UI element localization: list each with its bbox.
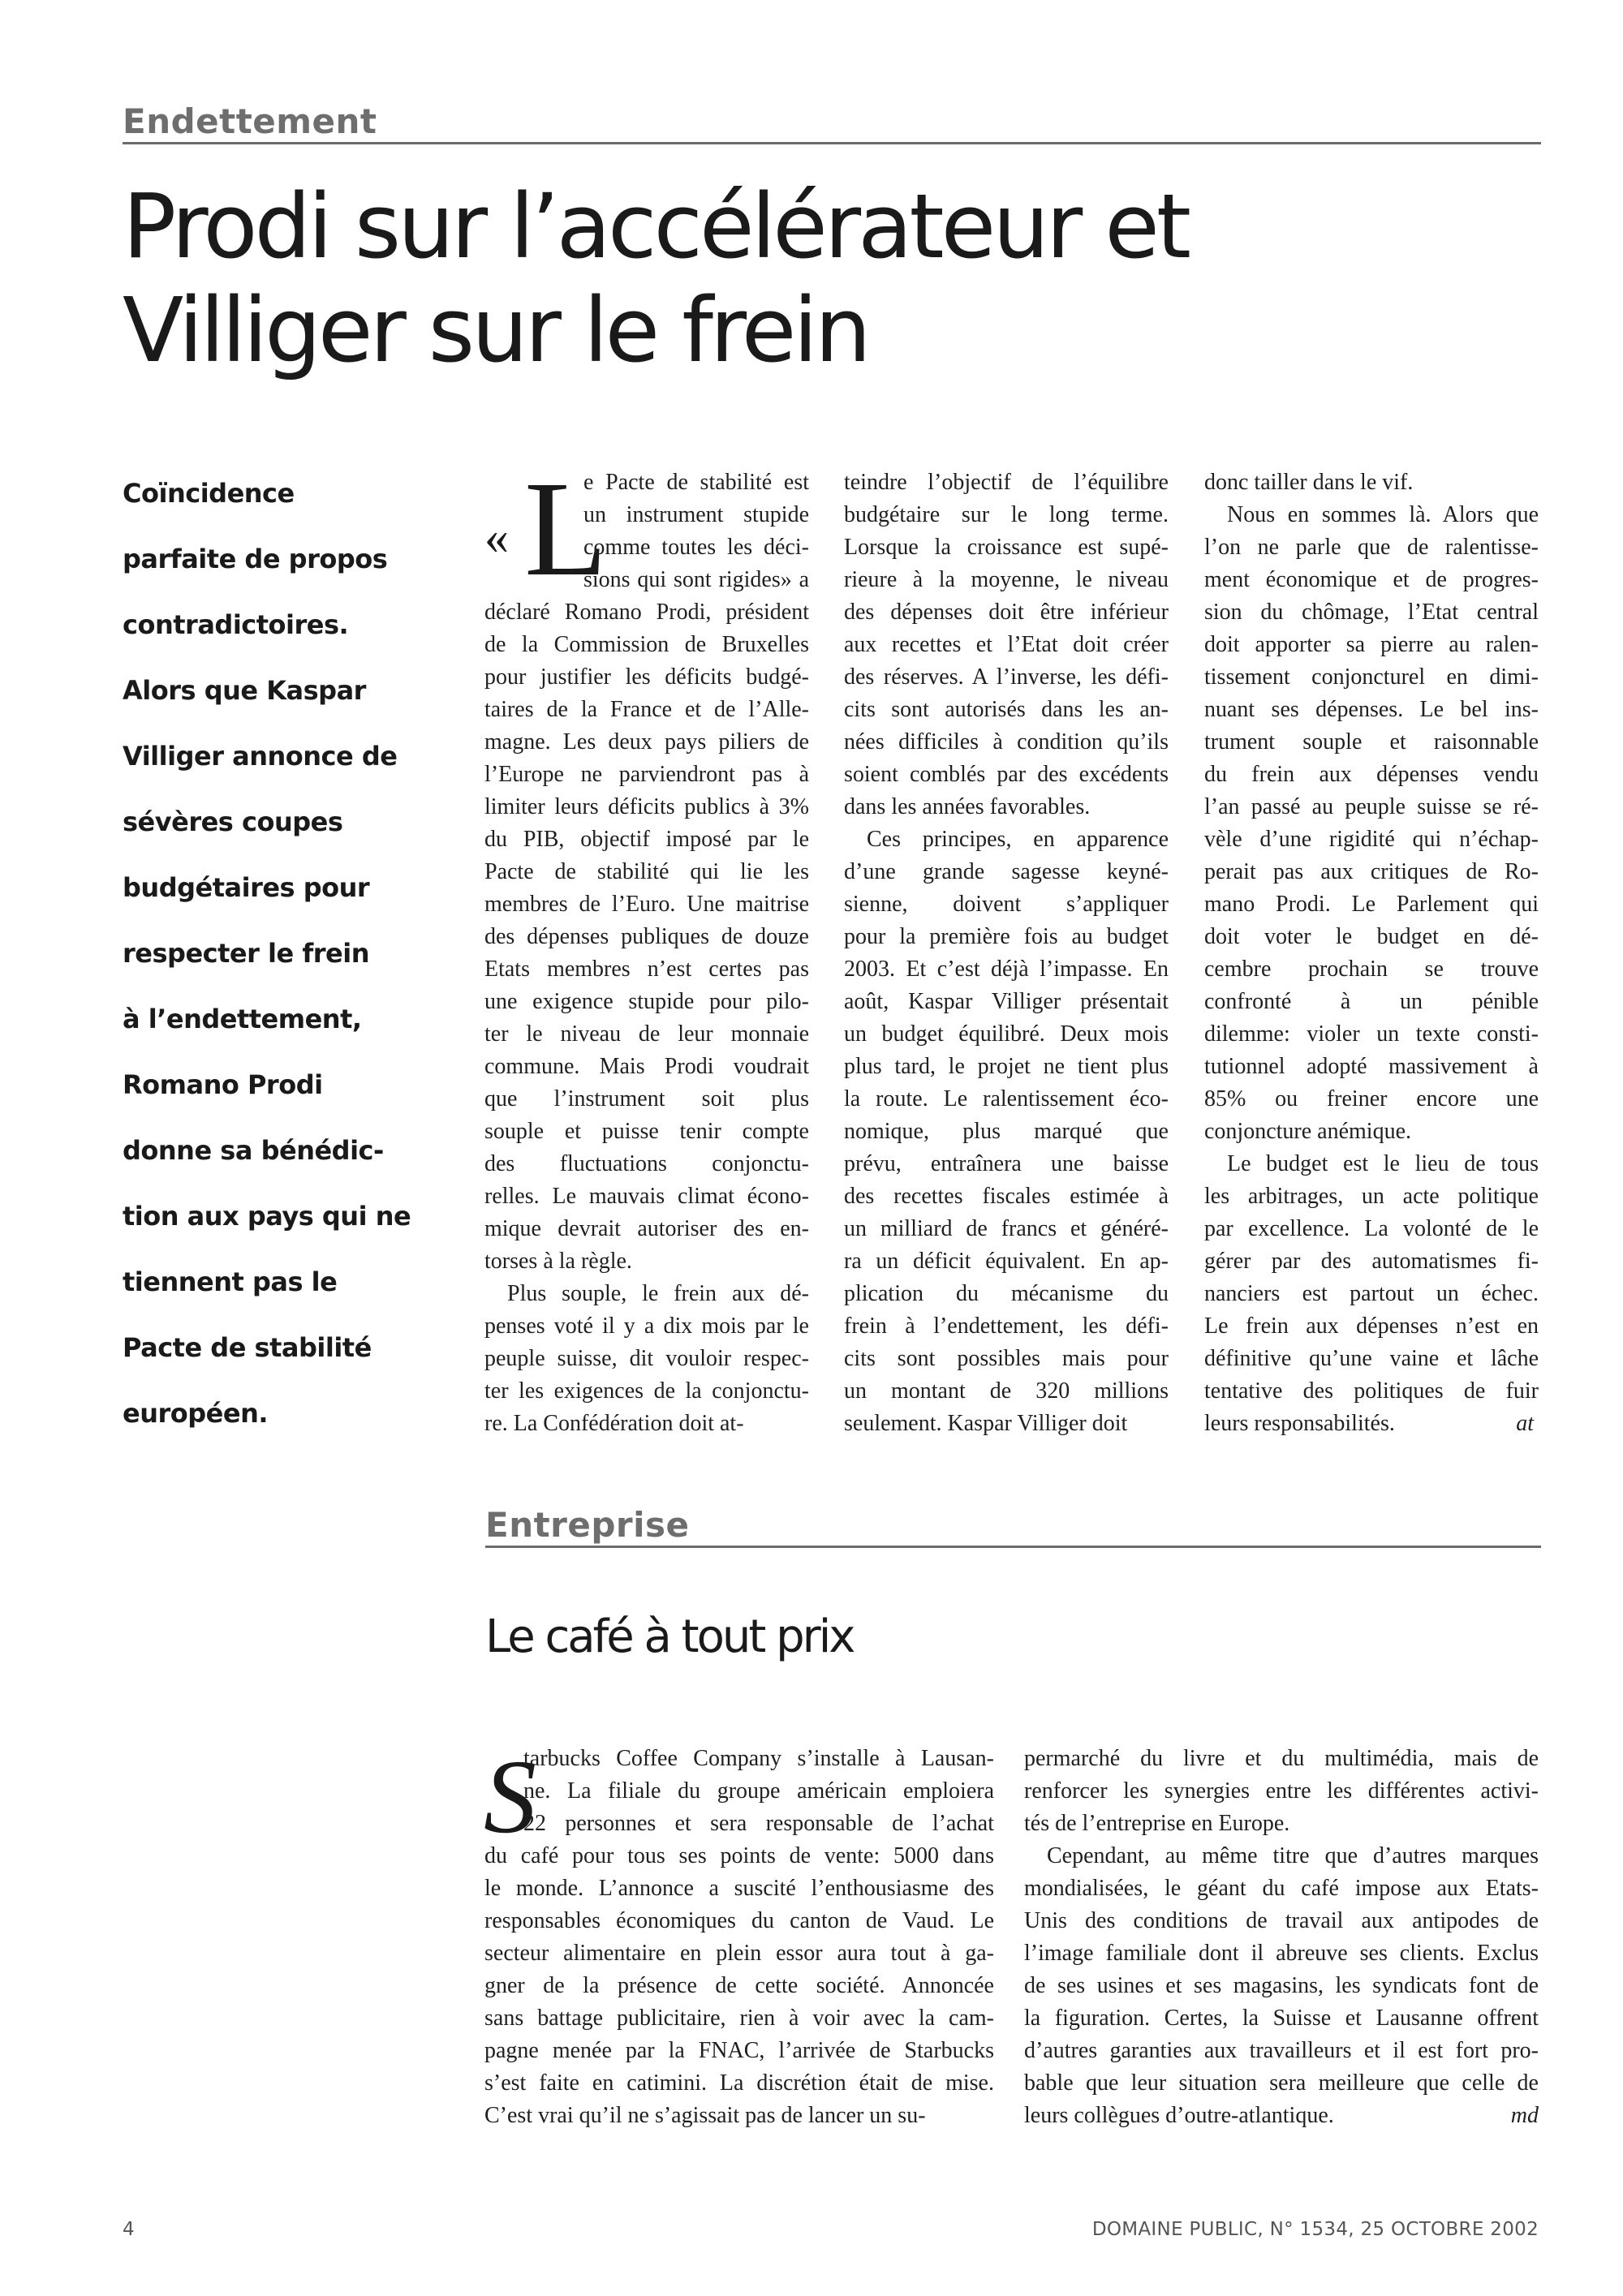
- text-line: pour la première fois au budget: [844, 924, 1169, 949]
- article2-column-2: [1024, 1743, 1539, 2132]
- publication-footer: DOMAINE PUBLIC, N° 1534, 25 OCTOBRE 2002: [1091, 2219, 1539, 2240]
- text-line: sion du chômage, l’Etat central: [1204, 600, 1539, 625]
- author-signature-2: md: [1510, 2103, 1539, 2128]
- article2-headline: Le café à tout prix: [485, 1610, 854, 1663]
- text-line: du café pour tous ses points de vente: 5000 dans: [484, 1843, 994, 1868]
- text-line: peuple suisse, dit vouloir respec-: [484, 1346, 809, 1371]
- text-line: taires de la France et de l’Alle-: [484, 697, 809, 722]
- text-line: du frein aux dépenses vendu: [1204, 762, 1539, 787]
- text-line: responsables économiques du canton de Vaud. Le: [484, 1908, 994, 1933]
- text-line: Cependant, au même titre que d’autres marques: [1047, 1843, 1539, 1868]
- text-line: par excellence. La volonté de le: [1204, 1216, 1539, 1241]
- text-line: torses à la règle.: [484, 1249, 632, 1274]
- text-line: des recettes fiscales estimée à: [844, 1184, 1169, 1209]
- text-line: commune. Mais Prodi voudrait: [484, 1054, 809, 1079]
- text-line: les arbitrages, un acte politique: [1204, 1184, 1539, 1209]
- text-line: mique devrait autoriser des en-: [484, 1216, 809, 1241]
- text-line: l’an passé au peuple suisse se ré-: [1204, 794, 1539, 819]
- text-line: aux recettes et l’Etat doit créer: [844, 632, 1169, 657]
- text-line: un budget équilibré. Deux mois: [844, 1021, 1169, 1047]
- text-line: des dépenses doit être inférieur: [844, 600, 1169, 625]
- text-line: ter les exigences de la conjonctu-: [484, 1378, 809, 1404]
- text-line: août, Kaspar Villiger présentait: [844, 989, 1169, 1014]
- text-line: Villiger annonce de: [123, 741, 398, 772]
- text-line: ter le niveau de leur monnaie: [484, 1021, 809, 1047]
- text-line: conjoncture anémique.: [1204, 1119, 1412, 1144]
- text-line: pagne menée par la FNAC, l’arrivée de Starbucks: [484, 2038, 994, 2063]
- text-line: l’image familiale dont il abreuve ses clients. Exclus: [1024, 1941, 1539, 1966]
- text-line: budgétaire sur le long terme.: [844, 502, 1169, 527]
- text-line: la figuration. Certes, la Suisse et Lausanne offrent: [1024, 2006, 1539, 2031]
- text-line: l’on ne parle que de ralentisse-: [1204, 535, 1539, 560]
- drop-cap-letter-2: S: [484, 1739, 536, 1855]
- text-line: tés de l’entreprise en Europe.: [1024, 1811, 1290, 1836]
- drop-cap-letter: L: [524, 454, 608, 604]
- text-line: de la Commission de Bruxelles: [484, 632, 809, 657]
- text-line: secteur alimentaire en plein essor aura tout à ga-: [484, 1941, 994, 1966]
- text-line: tiennent pas le: [123, 1266, 338, 1297]
- text-line: dilemme: violer un texte consti-: [1204, 1021, 1539, 1047]
- text-line: un instrument stupide: [583, 502, 809, 527]
- text-line: Romano Prodi: [123, 1069, 323, 1100]
- text-line: la route. Le ralentissement éco-: [844, 1086, 1169, 1111]
- text-line: Lorsque la croissance est supé-: [844, 535, 1169, 560]
- headline-line: Villiger sur le frein: [123, 278, 868, 382]
- text-line: membres de l’Euro. Une maitrise: [484, 892, 809, 917]
- text-line: Etats membres n’est certes pas: [484, 957, 809, 982]
- text-line: nées difficiles à condition qu’ils: [844, 729, 1169, 755]
- text-line: des réserves. A l’inverse, les défi-: [844, 664, 1169, 690]
- text-line: e Pacte de stabilité est: [583, 470, 809, 495]
- text-line: seulement. Kaspar Villiger doit: [844, 1411, 1128, 1436]
- text-line: pour justifier les déficits budgé-: [484, 664, 809, 690]
- text-line: cits sont possibles mais pour: [844, 1346, 1169, 1371]
- text-line: que l’instrument soit plus: [484, 1086, 809, 1111]
- opening-quote-mark: «: [484, 510, 509, 564]
- text-line: tarbucks Coffee Company s’installe à Lausan-: [523, 1746, 994, 1771]
- text-line: des fluctuations conjonctu-: [484, 1151, 809, 1176]
- text-line: leurs responsabilités. at: [1204, 1408, 1539, 1440]
- text-line: mano Prodi. Le Parlement qui: [1204, 892, 1539, 917]
- text-line: sienne, doivent s’appliquer: [844, 892, 1169, 917]
- text-line: frein à l’endettement, les défi-: [844, 1314, 1169, 1339]
- text-line: définitive qu’une vaine et lâche: [1204, 1346, 1539, 1371]
- text-line: plication du mécanisme du: [844, 1281, 1169, 1306]
- article-column-3: [1204, 467, 1539, 1440]
- headline-line: Prodi sur l’accélérateur et: [123, 174, 1189, 278]
- text-line: ne. La filiale du groupe américain emploiera: [523, 1778, 994, 1804]
- text-line: 2003. Et c’est déjà l’impasse. En: [844, 957, 1169, 982]
- text-line: limiter leurs déficits publics à 3%: [484, 794, 809, 819]
- text-line: perait pas aux critiques de Ro-: [1204, 859, 1539, 884]
- text-line: un milliard de francs et généré-: [844, 1216, 1169, 1241]
- text-line: soient comblés par des excédents: [844, 762, 1169, 787]
- text-line: plus tard, le projet ne tient plus: [844, 1054, 1169, 1079]
- text-line: ment économique et de progres-: [1204, 567, 1539, 592]
- text-line: trument souple et raisonnable: [1204, 729, 1539, 755]
- text-line: cembre prochain se trouve: [1204, 957, 1539, 982]
- text-line: le monde. L’annonce a suscité l’enthousiasme des: [484, 1876, 994, 1901]
- text-line: dans les années favorables.: [844, 794, 1091, 819]
- text-line: vèle d’une rigidité qui n’échap-: [1204, 827, 1539, 852]
- text-line: teindre l’objectif de l’équilibre: [844, 470, 1169, 495]
- text-line: sévères coupes: [123, 806, 343, 837]
- text-line: Ces principes, en apparence: [867, 827, 1169, 852]
- text-line: nuant ses dépenses. Le bel ins-: [1204, 697, 1539, 722]
- text-line: re. La Confédération doit at-: [484, 1411, 744, 1436]
- text-line: s’est faite en catimini. La discrétion était de mise.: [484, 2070, 994, 2096]
- text-line: comme toutes les déci-: [583, 535, 809, 560]
- text-line: un montant de 320 millions: [844, 1378, 1169, 1404]
- text-line: sans battage publicitaire, rien à voir avec la cam-: [484, 2006, 994, 2031]
- text-line: donc tailler dans le vif.: [1204, 470, 1414, 495]
- text-line: à l’endettement,: [123, 1004, 362, 1034]
- text-line: donne sa bénédic-: [123, 1135, 384, 1166]
- text-line: Le budget est le lieu de tous: [1227, 1151, 1539, 1176]
- text-line: d’une grande sagesse keyné-: [844, 859, 1169, 884]
- text-line: Plus souple, le frein aux dé-: [507, 1281, 809, 1306]
- text-line: des dépenses publiques de douze: [484, 924, 809, 949]
- text-line: 85% ou freiner encore une: [1204, 1086, 1539, 1111]
- text-line: bable que leur situation sera meilleure que celle de: [1024, 2070, 1539, 2096]
- section-rubric-endettement: Endettement: [123, 101, 1541, 144]
- text-line: doit voter le budget en dé-: [1204, 924, 1539, 949]
- text-line: respecter le frein: [123, 938, 369, 969]
- text-line: penses voté il y a dix mois par le: [484, 1314, 809, 1339]
- text-line: de ses usines et ses magasins, les syndicats font de: [1024, 1973, 1539, 1998]
- text-line: déclaré Romano Prodi, président: [484, 600, 809, 625]
- text-line: ra un déficit équivalent. En ap-: [844, 1249, 1169, 1274]
- article-column-1: [484, 467, 809, 1440]
- text-line: tissement conjoncturel en dimi-: [1204, 664, 1539, 690]
- text-line: leurs collègues d’outre-atlantique. md: [1024, 2100, 1539, 2132]
- text-line: magne. Les deux pays piliers de: [484, 729, 809, 755]
- text-line: souple et puisse tenir compte: [484, 1119, 809, 1144]
- text-line: confronté à un pénible: [1204, 989, 1539, 1014]
- text-line: cits sont autorisés dans les an-: [844, 697, 1169, 722]
- text-line: Coïncidence: [123, 478, 295, 509]
- page-number: 4: [123, 2219, 135, 2240]
- article2-column-1: [484, 1739, 994, 2132]
- text-line: nomique, plus marqué que: [844, 1119, 1169, 1144]
- article-column-2: [844, 467, 1169, 1440]
- text-line: sions qui sont rigides» a: [583, 567, 809, 592]
- text-line: d’autres garanties aux travailleurs et il est fort pro-: [1024, 2038, 1539, 2063]
- text-line: prévu, entraînera une baisse: [844, 1151, 1169, 1176]
- text-line: relles. Le mauvais climat écono-: [484, 1184, 809, 1209]
- text-line: C’est vrai qu’il ne s’agissait pas de lancer un su-: [484, 2103, 926, 2128]
- text-line: du PIB, objectif imposé par le: [484, 827, 809, 852]
- text-line: gner de la présence de cette société. Annoncée: [484, 1973, 994, 1998]
- author-signature: at: [1516, 1411, 1534, 1436]
- text-line: Unis des conditions de travail aux antipodes de: [1024, 1908, 1539, 1933]
- text-line: l’Europe ne parviendront pas à: [484, 762, 809, 787]
- text-line: mondialisées, le géant du café impose aux Etats-: [1024, 1876, 1539, 1901]
- text-line: Le frein aux dépenses n’est en: [1204, 1314, 1539, 1339]
- text-line: tion aux pays qui ne: [123, 1201, 411, 1232]
- text-line: budgétaires pour: [123, 872, 370, 903]
- text-line: renforcer les synergies entre les différentes activi-: [1024, 1778, 1539, 1804]
- text-line: Pacte de stabilité qui lie les: [484, 859, 809, 884]
- text-line: tutionnel adopté massivement à: [1204, 1054, 1539, 1079]
- text-line: contradictoires.: [123, 609, 349, 640]
- text-line: gérer par des automatismes fi-: [1204, 1249, 1539, 1274]
- text-line: permarché du livre et du multimédia, mais de: [1024, 1746, 1539, 1771]
- section-rubric-entreprise: Entreprise: [485, 1505, 1541, 1548]
- text-line: parfaite de propos: [123, 544, 388, 574]
- text-line: européen.: [123, 1398, 268, 1429]
- article-lead: [123, 461, 455, 1447]
- text-line: 22 personnes et sera responsable de l’achat: [523, 1811, 994, 1836]
- text-line: Nous en sommes là. Alors que: [1227, 502, 1539, 527]
- article-headline: [123, 174, 1340, 382]
- text-line: rieure à la moyenne, le niveau: [844, 567, 1169, 592]
- text-line: Alors que Kaspar: [123, 675, 366, 706]
- text-line: doit apporter sa pierre au ralen-: [1204, 632, 1539, 657]
- text-line: Pacte de stabilité: [123, 1332, 372, 1363]
- text-line: nanciers est partout un échec.: [1204, 1281, 1539, 1306]
- text-line: une exigence stupide pour pilo-: [484, 989, 809, 1014]
- text-line: tentative des politiques de fuir: [1204, 1378, 1539, 1404]
